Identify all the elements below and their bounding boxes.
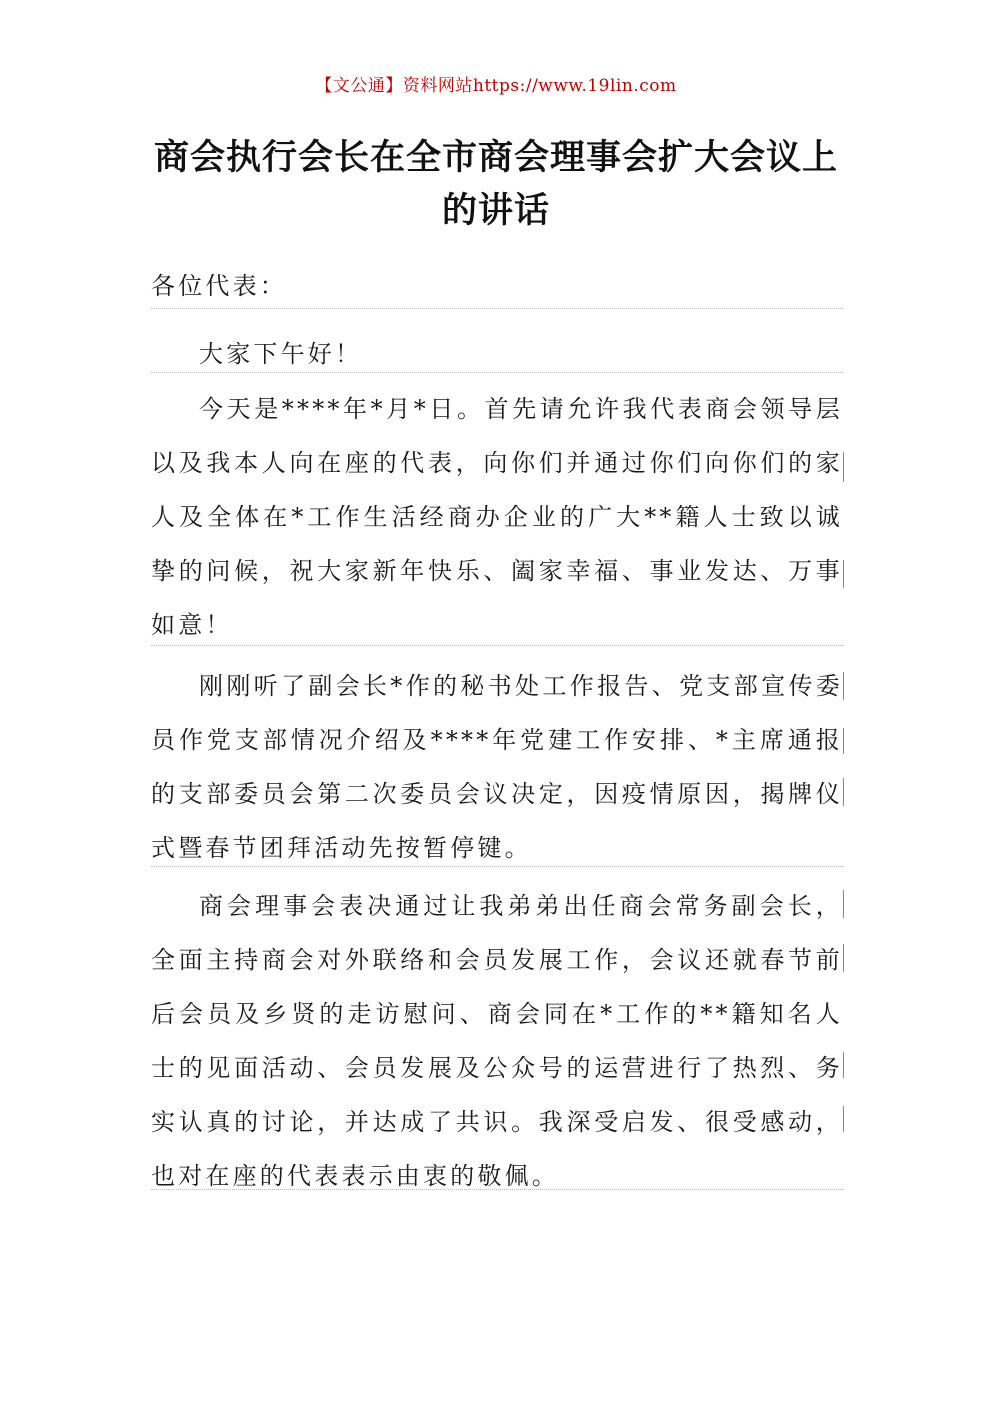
- body-paragraph: 刚刚听了副会长*作的秘书处工作报告、党支部宣传委员作党支部情况介绍及****年党建工作安排、*主席通报的支部委员会第二次委员会议决定，因疫情原因，揭牌仪式暨春节团拜活动先按暂停键。: [151, 672, 843, 862]
- margin-mark: [843, 778, 844, 806]
- margin-mark: [843, 452, 844, 482]
- body-paragraph: 今天是****年*月*日。首先请允许我代表商会领导层以及我本人向在座的代表，向你们并通过你们向你们的家人及全体在*工作生活经商办企业的广大**籍人士致以诚挚的问候，祝大家新年快乐、阖家幸福、事业发达、万事如意！: [151, 395, 843, 639]
- salutation: 各位代表：: [151, 272, 287, 300]
- paragraph-divider: [151, 308, 843, 309]
- margin-mark: [843, 672, 844, 700]
- margin-mark: [843, 1052, 844, 1078]
- margin-mark: [843, 560, 844, 588]
- body-paragraph: 商会理事会表决通过让我弟弟出任商会常务副会长，全面主持商会对外联络和会员发展工作，会议还就春节前后会员及乡贤的走访慰问、商会同在*工作的**籍知名人士的见面活动、会员发展及公众号的运营进行了热烈、务实认真的讨论，并达成了共识。我深受启发、很受感动，也对在座的代表表示由衷的敬佩。: [151, 892, 843, 1190]
- paragraph-divider: [151, 1189, 843, 1190]
- document-title: 商会执行会长在全市商会理事会扩大会议上的讲话: [153, 138, 838, 231]
- margin-mark: [843, 728, 844, 754]
- paragraph-divider: [151, 645, 843, 646]
- paragraph-divider: [151, 372, 843, 373]
- margin-mark: [843, 944, 844, 972]
- margin-mark: [843, 1106, 844, 1132]
- paragraph-divider: [151, 866, 843, 867]
- source-header: 【文公通】资料网站https://www.19lin.com: [315, 76, 677, 96]
- greeting-paragraph: 大家下午好！: [199, 340, 363, 368]
- margin-mark: [843, 890, 844, 918]
